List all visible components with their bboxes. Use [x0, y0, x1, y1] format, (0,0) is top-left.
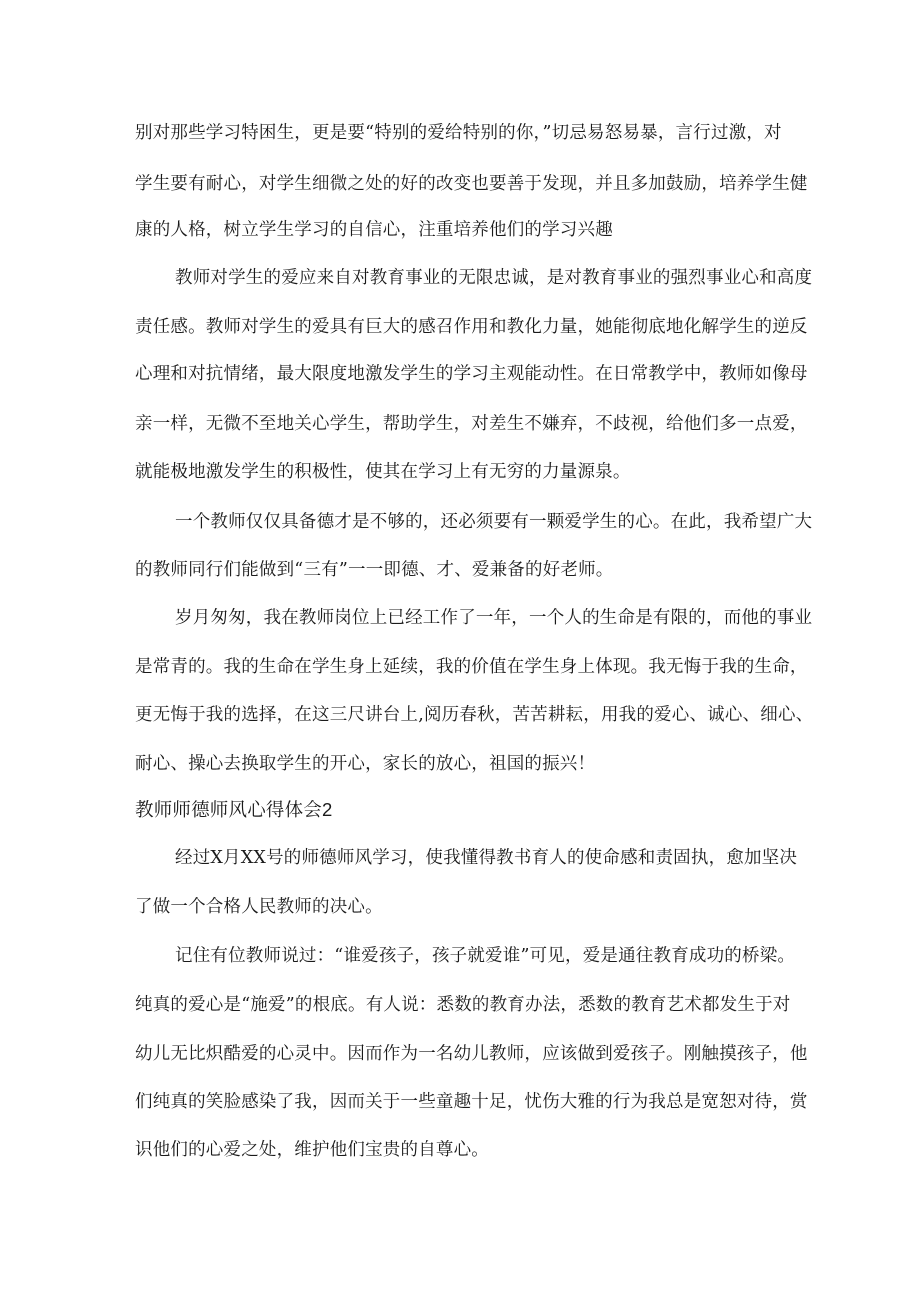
paragraph-line: 耐心、操心去换取学生的开心，家长的放心，祖国的振兴！	[135, 754, 596, 774]
paragraph-line: 责任感。教师对学生的爱具有巨大的感召作用和教化力量，她能彻底地化解学生的逆反	[135, 317, 808, 337]
paragraph-line: 心理和对抗情绪，最大限度地激发学生的学习主观能动性。在日常教学中，教师如像母	[135, 364, 808, 384]
paragraph-line: 幼儿无比炽酷爱的心灵中。因而作为一名幼儿教师，应该做到爱孩子。刚触摸孩子，他	[135, 1044, 808, 1064]
paragraph-line: 更无悔于我的选择，在这三尺讲台上,阅历春秋，苦苦耕耘，用我的爱心、诚心、细心、	[135, 705, 814, 725]
paragraph-line: 别对那些学习特困生，更是要“特别的爱给特别的你，”切忌易怒易暴，言行过激，对	[135, 123, 782, 143]
paragraph-line: 岁月匆匆，我在教师岗位上已经工作了一年，一个人的生命是有限的，而他的事业	[175, 608, 813, 628]
paragraph-line: 学生要有耐心，对学生细微之处的好的改变也要善于发现，并且多加鼓励，培养学生健	[135, 174, 808, 194]
paragraph-line: 的教师同行们能做到“三有”一一即德、才、爱兼备的好老师。	[135, 560, 614, 580]
paragraph-line: 了做一个合格人民教师的决心。	[135, 897, 383, 917]
paragraph-line: 一个教师仅仅具备德才是不够的，还必须要有一颗爱学生的心。在此，我希望广大	[175, 512, 813, 532]
paragraph-line: 是常青的。我的生命在学生身上延续，我的价值在学生身上体现。我无悔于我的生命，	[135, 657, 808, 677]
paragraph-line: 就能极地激发学生的积极性，使其在学习上有无穷的力量源泉。	[135, 462, 631, 482]
paragraph-line: 记住有位教师说过：“谁爱孩子，孩子就爱谁”可见，爱是通往教育成功的桥梁。	[175, 946, 796, 966]
paragraph-line: 纯真的爱心是“施爱”的根底。有人说：悉数的教育办法，悉数的教育艺术都发生于对	[135, 995, 791, 1015]
paragraph-line: 经过X月XX号的师德师风学习，使我懂得教书育人的使命感和责固执，愈加坚决	[175, 848, 798, 868]
section-heading: 教师师德师风心得体会2	[135, 799, 333, 820]
paragraph-line: 康的人格，树立学生学习的自信心，注重培养他们的学习兴趣	[135, 220, 613, 240]
paragraph-line: 亲一样，无微不至地关心学生，帮助学生，对差生不嫌弃，不歧视，给他们多一点爱，	[135, 414, 808, 434]
paragraph-line: 识他们的心爱之处，维护他们宝贵的自尊心。	[135, 1140, 489, 1160]
paragraph-line: 们纯真的笑脸感染了我，因而关于一些童趣十足，忧伤大雅的行为我总是宽恕对待，赏	[135, 1092, 808, 1112]
paragraph-line: 教师对学生的爱应来自对教育事业的无限忠诚，是对教育事业的强烈事业心和高度	[175, 268, 813, 288]
